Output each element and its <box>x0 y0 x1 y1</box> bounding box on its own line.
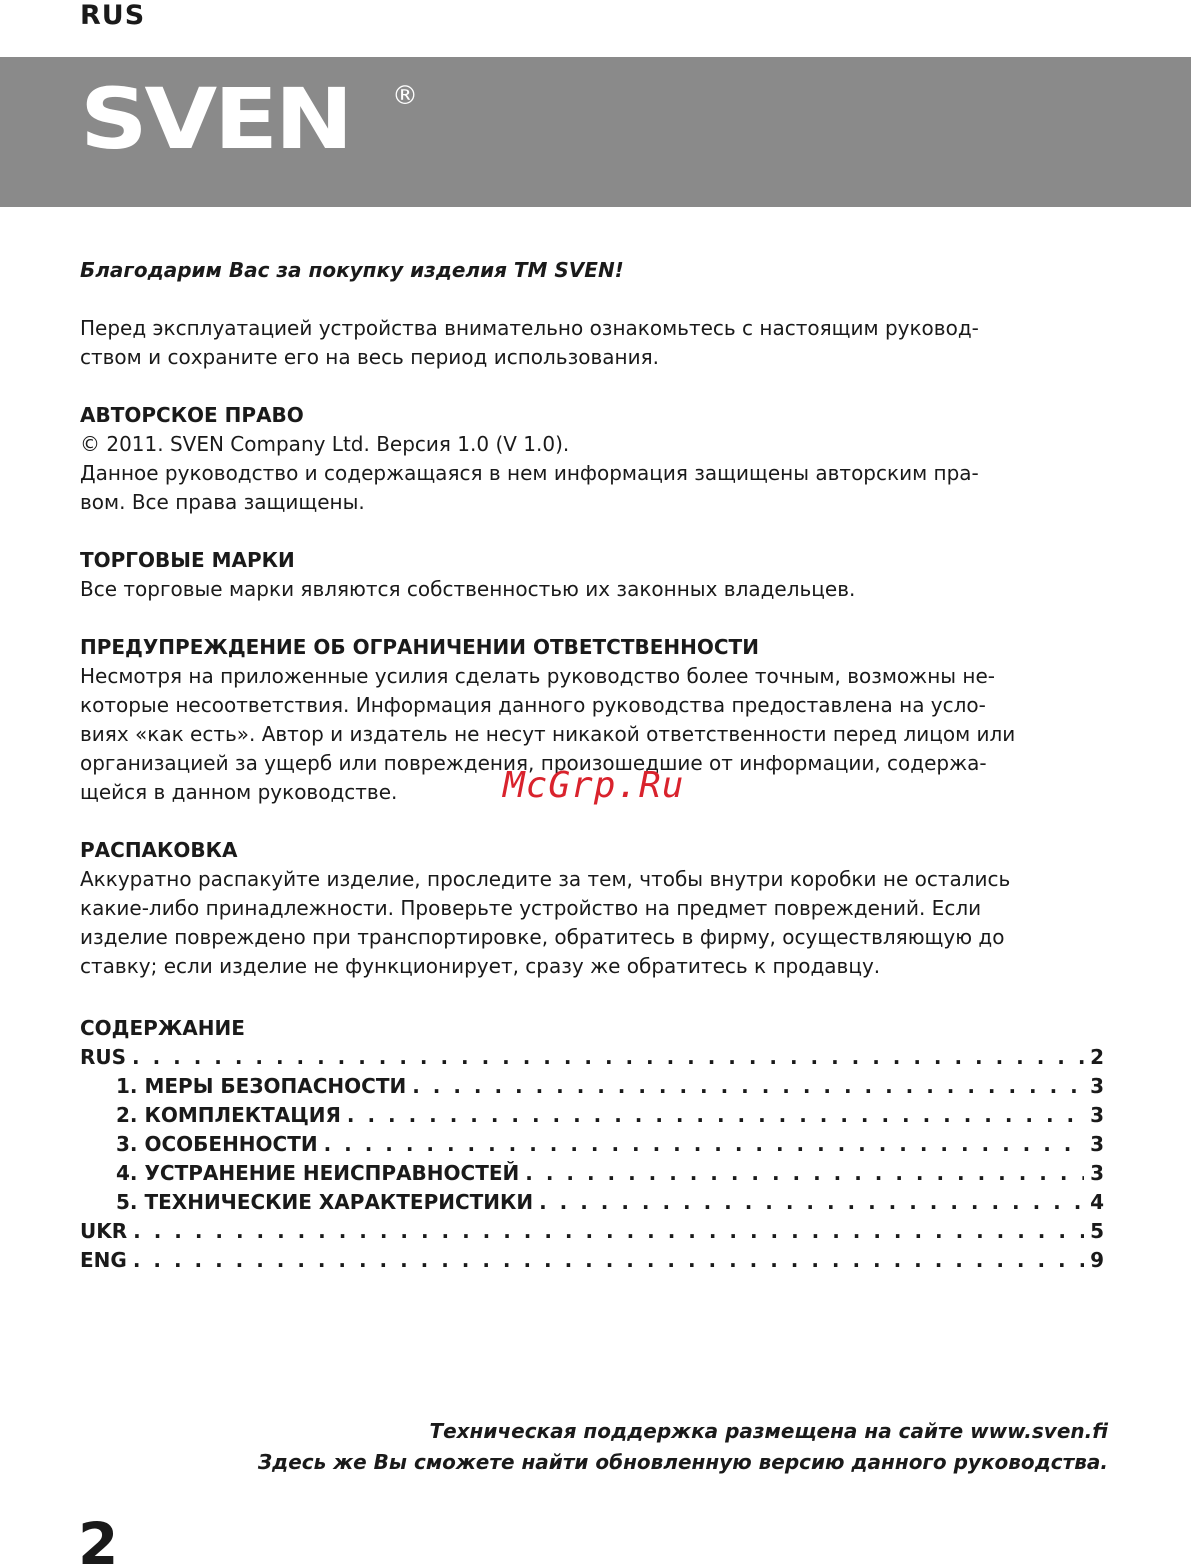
toc-page: 3 <box>1090 1161 1104 1185</box>
toc-leader-dots <box>412 1072 1084 1101</box>
section-body <box>80 865 1108 981</box>
body-line: ставку; если изделие не функционирует, сразу же обратитесь к продавцу. <box>80 954 881 978</box>
footer-line-updates: Здесь же Вы сможете найти обновленную версию данного руководства. <box>257 1450 1108 1474</box>
intro-paragraph <box>80 314 1108 372</box>
section-title: ПРЕДУПРЕЖДЕНИЕ ОБ ОГРАНИЧЕНИИ ОТВЕТСТВЕННОСТИ <box>80 635 759 659</box>
intro-line: Перед эксплуатацией устройства внимательно ознакомьтесь с настоящим руковод- <box>80 316 979 340</box>
toc-label: 2. КОМПЛЕКТАЦИЯ <box>116 1103 341 1127</box>
body-line: Аккуратно распакуйте изделие, проследите за тем, чтобы внутри коробки не остались <box>80 867 1011 891</box>
section-title: ТОРГОВЫЕ МАРКИ <box>80 548 295 572</box>
toc-label: ENG <box>80 1248 127 1272</box>
table-of-contents <box>80 1014 1104 1275</box>
body-line: Данное руководство и содержащаяся в нем информация защищены авторским пра- <box>80 461 979 485</box>
toc-page: 5 <box>1090 1219 1104 1243</box>
body-line: вом. Все права защищены. <box>80 490 365 514</box>
toc-page: 9 <box>1090 1248 1104 1272</box>
toc-leader-dots <box>133 1246 1084 1275</box>
toc-label: UKR <box>80 1219 128 1243</box>
page-number: 2 <box>78 1520 119 1567</box>
toc-entry-ukr[interactable] <box>80 1217 1104 1246</box>
section-copyright <box>80 401 1108 517</box>
toc-entry-troubleshooting[interactable] <box>80 1159 1104 1188</box>
body-line: Несмотря на приложенные усилия сделать руководство более точным, возможны не- <box>80 664 996 688</box>
toc-leader-dots <box>324 1130 1084 1159</box>
toc-entry-rus[interactable] <box>80 1043 1104 1072</box>
section-body <box>80 430 1108 517</box>
body-line: организацией за ущерб или повреждения, произошедшие от информации, содержа- <box>80 751 987 775</box>
section-trademarks <box>80 546 1108 604</box>
toc-label: RUS <box>80 1045 127 1069</box>
body-line: виях «как есть». Автор и издатель не несут никакой ответственности перед лицом или <box>80 722 1016 746</box>
toc-label: 1. МЕРЫ БЕЗОПАСНОСТИ <box>116 1074 407 1098</box>
toc-leader-dots <box>132 1043 1084 1072</box>
toc-page: 4 <box>1090 1190 1104 1214</box>
toc-label: 3. ОСОБЕННОСТИ <box>116 1132 318 1156</box>
toc-entry-eng[interactable] <box>80 1246 1104 1275</box>
toc-entry-package[interactable] <box>80 1101 1104 1130</box>
toc-entry-safety[interactable] <box>80 1072 1104 1101</box>
toc-page: 3 <box>1090 1132 1104 1156</box>
registered-mark: ® <box>392 81 418 111</box>
body-line: © 2011. SVEN Company Ltd. Версия 1.0 (V 1.0). <box>80 432 570 456</box>
body-line: какие-либо принадлежности. Проверьте устройство на предмет повреждений. Если <box>80 896 982 920</box>
toc-page: 3 <box>1090 1074 1104 1098</box>
toc-entry-specifications[interactable] <box>80 1188 1104 1217</box>
intro-line: ством и сохраните его на весь период использования. <box>80 345 659 369</box>
toc-leader-dots <box>539 1188 1084 1217</box>
section-body <box>80 575 1108 604</box>
footer-line-support: Техническая поддержка размещена на сайте www.sven.fi <box>429 1419 1108 1443</box>
greeting: Благодарим Вас за покупку изделия ТМ SVEN! <box>80 258 624 282</box>
toc-page: 3 <box>1090 1103 1104 1127</box>
section-title: РАСПАКОВКА <box>80 838 238 862</box>
language-tag: RUS <box>80 0 146 31</box>
section-unpacking <box>80 836 1108 981</box>
toc-label: 5. ТЕХНИЧЕСКИЕ ХАРАКТЕРИСТИКИ <box>116 1190 534 1214</box>
toc-leader-dots <box>525 1159 1084 1188</box>
body-line: Все торговые марки являются собственностью их законных владельцев. <box>80 577 856 601</box>
toc-label: 4. УСТРАНЕНИЕ НЕИСПРАВНОСТЕЙ <box>116 1161 520 1185</box>
sven-logo <box>80 70 420 168</box>
header-banner <box>0 57 1191 207</box>
section-title: АВТОРСКОЕ ПРАВО <box>80 403 304 427</box>
support-footer <box>258 1416 1108 1478</box>
watermark: McGrp.Ru <box>503 765 685 806</box>
toc-title: СОДЕРЖАНИЕ <box>80 1016 245 1040</box>
body-line: щейся в данном руководстве. <box>80 780 398 804</box>
main-content <box>80 256 1108 1010</box>
toc-page: 2 <box>1090 1045 1104 1069</box>
toc-entry-features[interactable] <box>80 1130 1104 1159</box>
logo-wordmark: SVEN <box>80 70 351 168</box>
body-line: которые несоответствия. Информация данного руководства предоставлена на усло- <box>80 693 986 717</box>
toc-leader-dots <box>133 1217 1084 1246</box>
body-line: изделие повреждено при транспортировке, обратитесь в фирму, осуществляющую до <box>80 925 1005 949</box>
toc-leader-dots <box>347 1101 1084 1130</box>
